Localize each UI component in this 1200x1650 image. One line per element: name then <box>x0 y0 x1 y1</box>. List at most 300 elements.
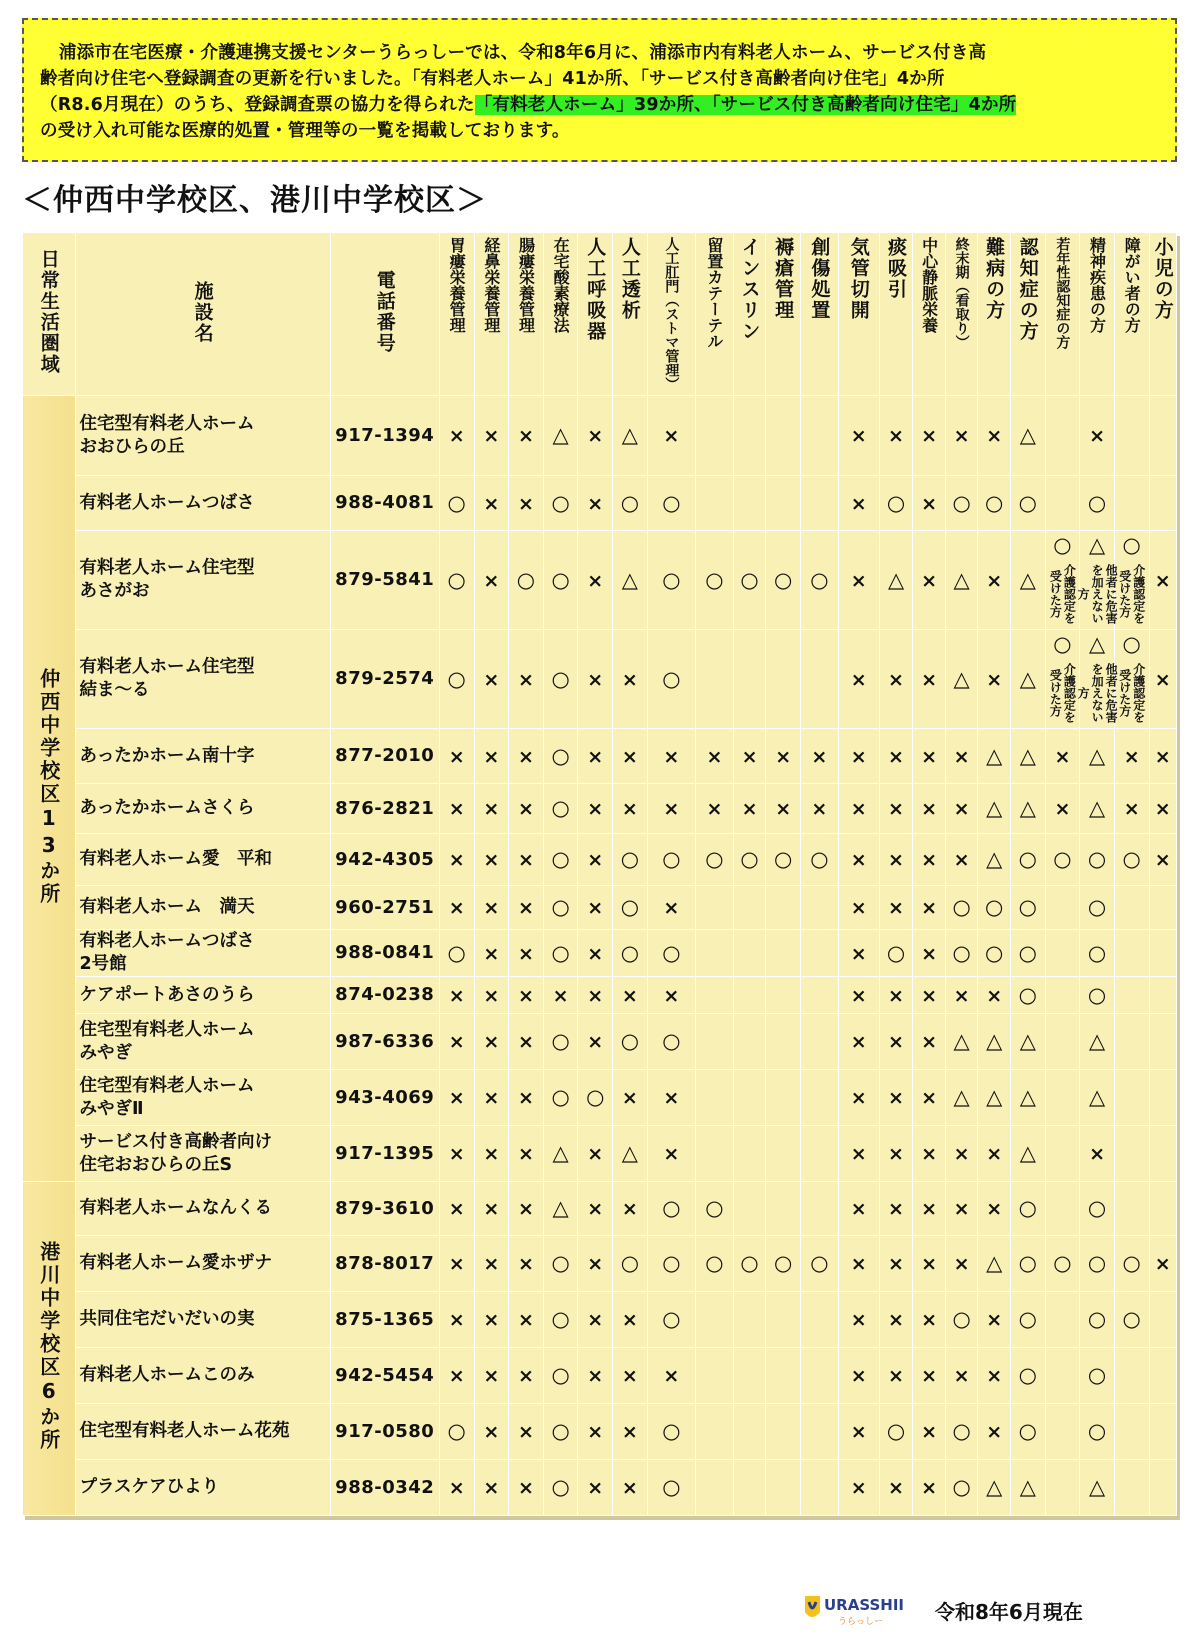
cell-mark: ○ <box>551 567 570 592</box>
cell-col-18 <box>1045 476 1080 531</box>
cell-mark: × <box>663 1143 680 1165</box>
cell-mark: × <box>850 1365 867 1387</box>
cell-mark: ○ <box>810 847 829 871</box>
cell-mark: ○ <box>1087 847 1107 871</box>
cell-mark: × <box>448 1309 465 1331</box>
cell-col-20 <box>1114 1182 1149 1236</box>
cell-col-2 <box>474 1348 509 1404</box>
cell-mark: △ <box>1088 1085 1106 1109</box>
facility-name: 有料老人ホーム住宅型 結ま～る <box>75 630 330 729</box>
cell-col-2 <box>474 531 509 630</box>
cell-col-19 <box>1080 1460 1115 1516</box>
facility-name: あったかホームさくら <box>75 784 330 834</box>
cell-mark: ○ <box>1087 1251 1107 1275</box>
cell-col-1 <box>439 1070 474 1126</box>
footer-date: 令和8年6月現在 <box>935 1600 1083 1624</box>
cell-col-12 <box>838 977 879 1014</box>
cell-mark: × <box>483 425 500 447</box>
cell-col-3 <box>509 1292 544 1348</box>
cell-col-21 <box>1149 834 1176 886</box>
facility-name: 有料老人ホーム 満天 <box>75 886 330 930</box>
cell-mark: ○ <box>705 567 724 592</box>
cell-col-19 <box>1080 886 1115 930</box>
logo-text: URASSHII <box>824 1596 904 1614</box>
cell-col-8 <box>696 977 734 1014</box>
cell-col-5 <box>578 1070 613 1126</box>
cell-col-11 <box>800 886 838 930</box>
cell-mark: × <box>850 984 867 1007</box>
cell-mark: ○ <box>551 1251 570 1275</box>
cell-mark: ○ <box>551 1307 570 1331</box>
cell-col-21 <box>1149 396 1176 476</box>
cell-col-3 <box>509 977 544 1014</box>
cell-col-15 <box>945 930 978 977</box>
cell-mark: × <box>587 1421 604 1443</box>
cell-mark: ○ <box>1018 1307 1037 1331</box>
cell-mark: ○ <box>985 940 1004 965</box>
cell-col-2 <box>474 784 509 834</box>
cell-mark: × <box>518 1087 534 1109</box>
cell-col-6 <box>613 1070 648 1126</box>
cell-col-21 <box>1149 1182 1176 1236</box>
cell-mark: × <box>888 745 904 768</box>
cell-col-10 <box>766 396 801 476</box>
cell-col-20 <box>1114 729 1149 784</box>
cell-col-4 <box>543 476 578 531</box>
cell-col-8 <box>696 886 734 930</box>
cell-mark: × <box>1154 745 1171 768</box>
facility-name: 住宅型有料老人ホーム みやぎ <box>75 1014 330 1070</box>
cell-col-8 <box>696 1460 734 1516</box>
table-row <box>23 886 1177 930</box>
cell-col-6 <box>613 396 648 476</box>
cell-mark: × <box>986 1309 1003 1331</box>
facility-phone: 943-4069 <box>330 1070 439 1126</box>
facility-phone: 917-0580 <box>330 1404 439 1460</box>
cell-col-7 <box>647 834 695 886</box>
table-row <box>23 1292 1177 1348</box>
cell-col-11 <box>800 729 838 784</box>
cell-mark: △ <box>1019 1141 1036 1165</box>
cell-col-2 <box>474 1292 509 1348</box>
cell-mark: × <box>921 942 938 965</box>
cell-col-20 <box>1114 1236 1149 1292</box>
facility-name: 有料老人ホームつばさ <box>75 476 330 531</box>
cell-col-19 <box>1080 977 1115 1014</box>
cell-col-12 <box>838 1460 879 1516</box>
cell-col-2 <box>474 1126 509 1182</box>
cell-mark: × <box>850 1309 867 1331</box>
facility-name: 有料老人ホームつばさ 2号館 <box>75 930 330 977</box>
cell-mark: ○ <box>1018 1419 1037 1443</box>
cell-col-19 <box>1080 729 1115 784</box>
cell-col-14 <box>913 1460 946 1516</box>
cell-mark: ○ <box>447 666 466 691</box>
cell-mark: × <box>921 798 938 820</box>
cell-col-20 <box>1114 630 1149 729</box>
cell-col-8 <box>696 1014 734 1070</box>
cell-col-21 <box>1149 1126 1176 1182</box>
cell-col-16 <box>978 886 1011 930</box>
cell-mark: × <box>921 1087 938 1109</box>
cell-col-8 <box>696 930 734 977</box>
cell-mark: × <box>1154 798 1171 820</box>
cell-col-10 <box>766 1014 801 1070</box>
cell-col-6 <box>613 476 648 531</box>
cell-mark: × <box>921 1031 938 1053</box>
cell-col-10 <box>766 834 801 886</box>
cell-mark: × <box>850 425 867 447</box>
facility-phone: 879-2574 <box>330 630 439 729</box>
table-row <box>23 476 1177 531</box>
cell-col-12 <box>838 886 879 930</box>
cell-col-12 <box>838 630 879 729</box>
cell-col-2 <box>474 1404 509 1460</box>
cell-col-21 <box>1149 1070 1176 1126</box>
cell-mark: × <box>448 849 465 871</box>
cell-col-16 <box>978 1348 1011 1404</box>
cell-col-8 <box>696 1126 734 1182</box>
cell-mark: ○ <box>662 940 681 965</box>
cell-col-12 <box>838 1070 879 1126</box>
cell-mark: △ <box>986 847 1003 871</box>
cell-col-9 <box>733 1404 766 1460</box>
cell-col-5 <box>578 1182 613 1236</box>
cell-col-18 <box>1045 1014 1080 1070</box>
cell-mark: × <box>448 425 465 447</box>
cell-mark: × <box>483 849 500 871</box>
cell-note: 他者に危害を加えない方 <box>1076 663 1119 723</box>
cell-mark: × <box>850 1143 867 1165</box>
cell-col-5 <box>578 834 613 886</box>
cell-col-21 <box>1149 784 1176 834</box>
cell-col-15 <box>945 886 978 930</box>
cell-mark: × <box>921 425 938 447</box>
cell-mark: × <box>518 1365 534 1387</box>
cell-mark: △ <box>887 567 905 592</box>
cell-col-12 <box>838 930 879 977</box>
cell-col-19 <box>1080 1348 1115 1404</box>
cell-mark: △ <box>552 1196 569 1220</box>
cell-col-5 <box>578 1292 613 1348</box>
cell-mark: × <box>1154 1253 1171 1275</box>
cell-mark: × <box>888 1477 904 1499</box>
facility-name: 有料老人ホーム愛 平和 <box>75 834 330 886</box>
facility-name: 住宅型有料老人ホーム おおひらの丘 <box>75 396 330 476</box>
cell-mark: △ <box>1019 1085 1036 1109</box>
cell-col-11 <box>800 1348 838 1404</box>
cell-mark: △ <box>986 743 1003 768</box>
cell-col-11 <box>800 531 838 630</box>
cell-col-7 <box>647 1126 695 1182</box>
cell-mark: × <box>518 492 534 515</box>
cell-mark: ○ <box>586 1085 605 1109</box>
cell-col-1 <box>439 1404 474 1460</box>
cell-mark: △ <box>1088 796 1106 820</box>
cell-mark: × <box>448 1253 465 1275</box>
cell-mark: × <box>706 798 723 820</box>
cell-mark: × <box>483 1309 500 1331</box>
cell-col-16 <box>978 476 1011 531</box>
cell-mark: × <box>587 984 604 1007</box>
cell-mark: × <box>587 569 604 592</box>
cell-mark: × <box>483 668 500 691</box>
cell-col-7 <box>647 1292 695 1348</box>
cell-col-17 <box>1010 1404 1045 1460</box>
cell-col-13 <box>879 531 913 630</box>
notice-line-2: 齢者向け住宅へ登録調査の更新を行いました。「有料老人ホーム」41か所、「サービス付き高齢者向け住宅」4か所 <box>40 69 945 89</box>
cell-col-5 <box>578 531 613 630</box>
table-header-row <box>23 233 1177 396</box>
cell-mark: △ <box>1019 1029 1036 1053</box>
cell-col-13 <box>879 476 913 531</box>
cell-col-19 <box>1080 396 1115 476</box>
cell-col-3 <box>509 630 544 729</box>
cell-col-9 <box>733 531 766 630</box>
cell-mark: × <box>775 798 792 820</box>
cell-col-9 <box>733 1348 766 1404</box>
cell-col-20 <box>1114 1070 1149 1126</box>
cell-col-17 <box>1010 1126 1045 1182</box>
header-zone: 日常生活圏域 <box>23 233 76 396</box>
cell-mark: × <box>953 1198 970 1220</box>
facility-name: 有料老人ホームなんくる <box>75 1182 330 1236</box>
cell-col-21 <box>1149 1404 1176 1460</box>
cell-col-3 <box>509 531 544 630</box>
cell-col-20 <box>1114 1404 1149 1460</box>
header-col-3: 腸瘻栄養管理 <box>509 233 544 396</box>
cell-mark: × <box>663 897 680 919</box>
cell-mark: ○ <box>1087 1363 1107 1387</box>
cell-col-9 <box>733 977 766 1014</box>
cell-col-18 <box>1045 729 1080 784</box>
facility-phone: 942-4305 <box>330 834 439 886</box>
cell-col-4 <box>543 1460 578 1516</box>
cell-col-1 <box>439 930 474 977</box>
cell-col-14 <box>913 1348 946 1404</box>
facility-name: ケアポートあさのうら <box>75 977 330 1014</box>
cell-col-6 <box>613 630 648 729</box>
cell-col-21 <box>1149 630 1176 729</box>
cell-mark: ○ <box>1087 1419 1107 1443</box>
cell-mark: ○ <box>551 1475 570 1499</box>
cell-col-8 <box>696 1236 734 1292</box>
zone-nakanishi: 仲西中学校区13か所 <box>23 396 76 1182</box>
cell-col-14 <box>913 1126 946 1182</box>
cell-mark: × <box>741 798 758 820</box>
cell-col-14 <box>913 476 946 531</box>
table-row <box>23 1014 1177 1070</box>
facility-name: 有料老人ホーム住宅型 あさがお <box>75 531 330 630</box>
cell-mark: ○ <box>886 940 906 965</box>
cell-mark: △ <box>621 567 638 592</box>
cell-mark: × <box>888 897 904 919</box>
table-row <box>23 930 1177 977</box>
cell-col-14 <box>913 396 946 476</box>
cell-col-6 <box>613 930 648 977</box>
facility-table <box>22 232 1177 1516</box>
cell-mark: ○ <box>810 567 829 592</box>
cell-col-17 <box>1010 1182 1045 1236</box>
cell-mark: × <box>587 668 604 691</box>
cell-col-3 <box>509 729 544 784</box>
cell-mark: × <box>921 1253 938 1275</box>
cell-mark: × <box>483 492 500 515</box>
cell-mark: ○ <box>1018 940 1037 965</box>
cell-mark: × <box>921 569 938 592</box>
cell-mark: × <box>921 668 938 691</box>
facility-phone: 988-0841 <box>330 930 439 977</box>
cell-col-18 <box>1045 1292 1080 1348</box>
cell-col-7 <box>647 930 695 977</box>
cell-col-5 <box>578 1460 613 1516</box>
cell-col-5 <box>578 1126 613 1182</box>
cell-col-13 <box>879 630 913 729</box>
cell-mark: × <box>888 798 904 820</box>
facility-name: あったかホーム南十字 <box>75 729 330 784</box>
cell-mark: × <box>518 798 534 820</box>
cell-mark: ○ <box>662 1029 681 1053</box>
cell-mark: ○ <box>952 895 971 919</box>
cell-col-20 <box>1114 1126 1149 1182</box>
cell-col-8 <box>696 1070 734 1126</box>
cell-col-12 <box>838 476 879 531</box>
header-facility-name: 施設名 <box>75 233 330 396</box>
cell-col-10 <box>766 1292 801 1348</box>
cell-mark: ○ <box>985 895 1004 919</box>
cell-col-16 <box>978 1236 1011 1292</box>
cell-col-10 <box>766 886 801 930</box>
cell-col-10 <box>766 1126 801 1182</box>
cell-col-20 <box>1114 1348 1149 1404</box>
cell-col-2 <box>474 396 509 476</box>
cell-mark: ○ <box>952 1307 971 1331</box>
cell-mark: × <box>850 849 867 871</box>
cell-mark: × <box>587 1253 604 1275</box>
cell-mark: ○ <box>551 940 570 965</box>
facility-name: プラスケアひより <box>75 1460 330 1516</box>
cell-mark: × <box>921 897 938 919</box>
cell-col-18 <box>1045 531 1080 630</box>
cell-mark: × <box>888 984 904 1007</box>
cell-mark: × <box>888 668 904 691</box>
zone-minatogawa: 港川中学校区6か所 <box>23 1182 76 1516</box>
cell-mark: × <box>986 425 1003 447</box>
cell-mark: × <box>518 1253 534 1275</box>
cell-mark: × <box>850 492 867 515</box>
cell-col-17 <box>1010 886 1045 930</box>
cell-col-15 <box>945 977 978 1014</box>
cell-mark: ○ <box>662 1251 681 1275</box>
cell-col-7 <box>647 729 695 784</box>
cell-mark: △ <box>552 1141 569 1165</box>
cell-mark: △ <box>1019 796 1036 820</box>
cell-mark: × <box>888 1143 904 1165</box>
cell-mark: × <box>1089 1143 1106 1165</box>
cell-mark: ○ <box>620 940 640 965</box>
cell-col-5 <box>578 930 613 977</box>
cell-mark: ○ <box>551 1085 570 1109</box>
cell-col-3 <box>509 396 544 476</box>
header-col-17: 認知症の方 <box>1010 233 1045 396</box>
cell-note: 介護認定を受けた方 <box>1117 564 1146 624</box>
cell-col-6 <box>613 886 648 930</box>
cell-col-15 <box>945 396 978 476</box>
cell-mark: × <box>621 1198 638 1220</box>
cell-col-6 <box>613 1460 648 1516</box>
cell-mark: ○ <box>551 895 570 919</box>
cell-col-4 <box>543 396 578 476</box>
cell-col-7 <box>647 886 695 930</box>
cell-col-10 <box>766 1236 801 1292</box>
facility-name: 有料老人ホーム愛ホザナ <box>75 1236 330 1292</box>
cell-col-17 <box>1010 1292 1045 1348</box>
cell-col-1 <box>439 1236 474 1292</box>
cell-col-8 <box>696 476 734 531</box>
cell-col-9 <box>733 1236 766 1292</box>
header-col-7: 人工肛門（ストマ管理） <box>647 233 695 396</box>
cell-col-15 <box>945 1126 978 1182</box>
cell-mark: ○ <box>774 567 793 592</box>
cell-col-14 <box>913 1014 946 1070</box>
cell-col-14 <box>913 834 946 886</box>
cell-mark: × <box>663 425 680 447</box>
cell-col-16 <box>978 630 1011 729</box>
cell-col-5 <box>578 1236 613 1292</box>
cell-col-17 <box>1010 930 1045 977</box>
cell-col-13 <box>879 1070 913 1126</box>
cell-mark: ○ <box>1087 1307 1107 1331</box>
facility-phone: 879-3610 <box>330 1182 439 1236</box>
cell-mark: × <box>448 798 465 820</box>
cell-mark: ○ <box>1018 982 1037 1007</box>
cell-col-20 <box>1114 1292 1149 1348</box>
cell-col-12 <box>838 1236 879 1292</box>
cell-mark: × <box>483 1198 500 1220</box>
header-col-2: 経鼻栄養管理 <box>474 233 509 396</box>
cell-mark: × <box>706 745 723 768</box>
cell-mark: × <box>850 569 867 592</box>
cell-mark: × <box>986 569 1003 592</box>
cell-mark: ○ <box>740 1251 759 1275</box>
cell-col-7 <box>647 630 695 729</box>
cell-mark: × <box>986 668 1003 691</box>
cell-col-13 <box>879 1348 913 1404</box>
cell-mark: ○ <box>620 490 640 515</box>
cell-col-10 <box>766 1348 801 1404</box>
cell-mark: × <box>1154 569 1171 592</box>
cell-mark: △ <box>953 567 970 592</box>
table-row <box>23 531 1177 630</box>
cell-col-5 <box>578 784 613 834</box>
cell-mark: × <box>986 984 1003 1007</box>
cell-mark: ○ <box>662 666 681 691</box>
header-col-18: 若年性認知症の方 <box>1045 233 1080 396</box>
table-row <box>23 977 1177 1014</box>
cell-col-16 <box>978 784 1011 834</box>
cell-col-11 <box>800 1404 838 1460</box>
cell-col-10 <box>766 1070 801 1126</box>
cell-mark: × <box>518 1031 534 1053</box>
cell-col-17 <box>1010 977 1045 1014</box>
cell-col-15 <box>945 630 978 729</box>
cell-col-1 <box>439 784 474 834</box>
cell-col-21 <box>1149 476 1176 531</box>
cell-col-20 <box>1114 1014 1149 1070</box>
cell-mark: △ <box>986 1085 1003 1109</box>
cell-mark: × <box>953 1143 970 1165</box>
cell-col-8 <box>696 784 734 834</box>
